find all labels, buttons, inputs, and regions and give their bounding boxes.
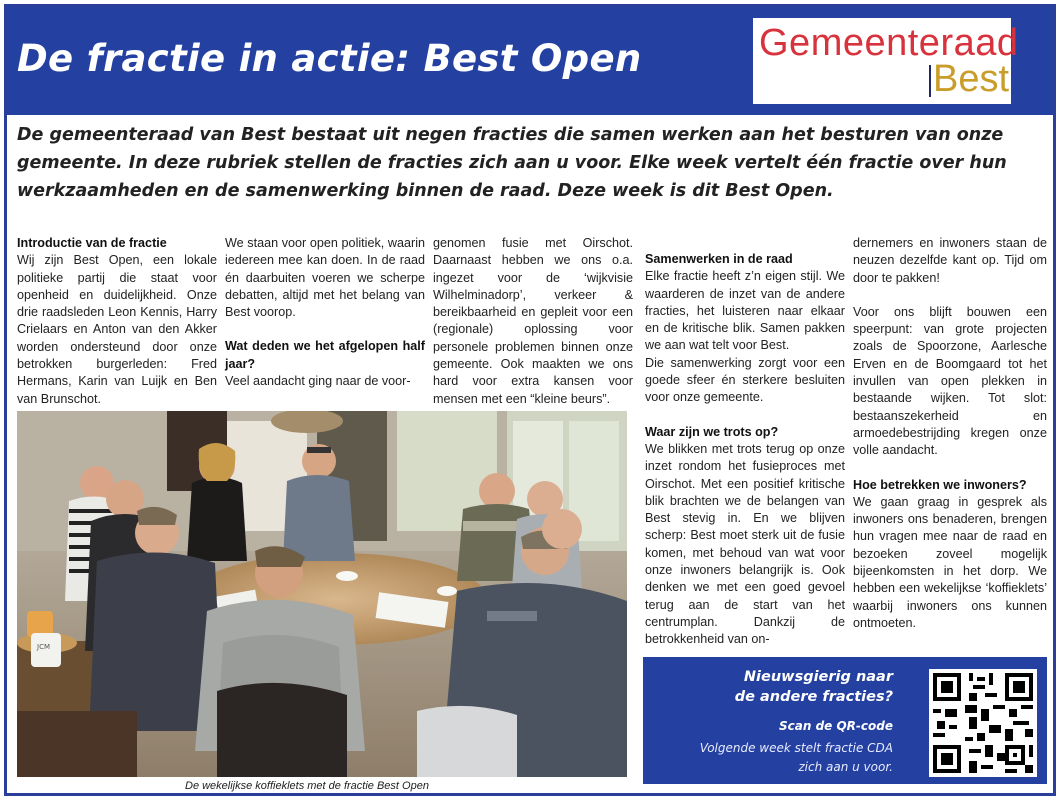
photo-caption: De wekelijkse koffieklets met de fractie Best Open: [185, 780, 429, 792]
logo-text-best: Best: [933, 58, 1010, 100]
logo-divider: [929, 65, 931, 97]
heading-introductie: Introductie van de fractie: [17, 236, 167, 250]
heading-inwoners: Hoe betrekken we inwoners?: [853, 477, 1027, 492]
column-5: [853, 235, 1047, 632]
text-samenwerking-sfeer: Die samenwerking zorgt voor een goede sfeer én sterkere besluiten voor onze gemeente.: [645, 355, 845, 405]
heading-afgelopen-half-jaar: Wat deden we het afgelopen half jaar?: [225, 339, 425, 371]
gemeenteraad-logo: [753, 18, 1019, 104]
heading-trots: Waar zijn we trots op?: [645, 424, 779, 439]
group-photo: [17, 411, 627, 777]
column-1: [17, 235, 217, 408]
qr-code[interactable]: [929, 669, 1037, 777]
qr-heading-line-2: de andere fracties?: [734, 689, 893, 705]
page-title: De fractie in actie: Best Open: [17, 37, 642, 80]
heading-samenwerken: Samenwerken in de raad: [645, 252, 793, 266]
column-3: [433, 235, 633, 408]
column-2: [225, 235, 425, 390]
intro-paragraph: De gemeenteraad van Best bestaat uit negen fracties die samen werken aan het besturen van onze gemeente. In deze rubriek stellen de fracties zich aan u voor. Elke week vertelt één fractie over hun werkzaamheden en de samenwerking binnen de raad. Deze week is dit Best Open.: [17, 125, 1007, 201]
article-frame: [4, 4, 1056, 796]
qr-callout: [643, 657, 1047, 784]
qr-next-line-2: zich aan u voor.: [798, 760, 893, 774]
logo-text-gemeenteraad: Gemeenteraad: [759, 22, 1019, 64]
column-4: [645, 251, 845, 649]
header-banner: [7, 7, 1053, 115]
qr-scan-text: Scan de QR-code: [779, 719, 893, 733]
cafe-meeting-illustration: [17, 411, 627, 777]
text-fusie: genomen fusie met Oirschot. Daarnaast hebben we ons o.a. ingezet voor de ‘wijkvisie Wilhelminadorp’, verkeer & bereikbaarheid en gepleit voor een (regionale) oplossing voor personele problemen binnen onze gemeente. Ook maakten we ons hard voor extra kansen voor mensen met een “kleine beurs”.: [433, 236, 633, 406]
text-ondernemers: dernemers en inwoners staan de neuzen dezelfde kant op. Tijd om door te pakken!: [853, 236, 1047, 285]
text-aandacht: Veel aandacht ging naar de voor-: [225, 374, 411, 389]
text-trots: We blikken met trots terug op onze inzet rondom het fusieproces met Oirschot. Met een positief kritische blik brachten we de belangen van Best stevig in. En we blijven scherp: Best moet sterk uit de fusie komen, met behoud van wat voor onze inwoners belangrijk is. Ook denken we met een goed gevoel terug aan de start van het centrumplan. Dankzij de betrokkenheid van on-: [645, 441, 845, 647]
cup-label: JCM: [37, 643, 50, 651]
text-bouwen: Voor ons blijft bouwen een speerpunt: van grote projecten zoals de Spoorzone, Aarlesche Erven en de Boomgaard tot het invullen van open plekken in bestaande wijken. Tot slot: bestaanszekerheid en armoedebestrijding kregen onze volle aandacht.: [853, 304, 1047, 458]
qr-code-icon: [929, 669, 1037, 777]
qr-heading-line-1: Nieuwsgierig naar: [743, 669, 893, 685]
text-samenwerken: Elke fractie heeft z’n eigen stijl. We waarderen de inzet van de andere fracties, het luisteren naar elkaar en de kritische blik. Samen pakken we aan wat telt voor Best.: [645, 269, 845, 353]
text-open-politiek: We staan voor open politiek, waarin iedereen mee kan doen. In de raad én daarbuiten voeren we scherpe debatten, altijd met het belang van Best voorop.: [225, 236, 425, 320]
qr-next-week: [700, 739, 893, 777]
text-introductie: Wij zijn Best Open, een lokale politieke partij die staat voor openheid en duidelijkheid. Onze drie raadsleden Leon Kennis, Harry Crielaars en Anton van den Akker worden ondersteund door onze betrokken burgerleden: Fred Hermans, Karin van Luijk en Ben van Brunschot.: [17, 253, 217, 406]
qr-heading: [735, 667, 893, 707]
qr-next-line-1: Volgende week stelt fractie CDA: [699, 741, 893, 755]
text-inwoners: We gaan graag in gesprek als inwoners ons benaderen, brengen hun vragen mee naar de raad en bezoeken zoveel mogelijk bijeenkomsten in het dorp. We hebben een wekelijkse ‘koffieklets’ waarbij inwoners ons kunnen ontmoeten.: [853, 494, 1047, 630]
